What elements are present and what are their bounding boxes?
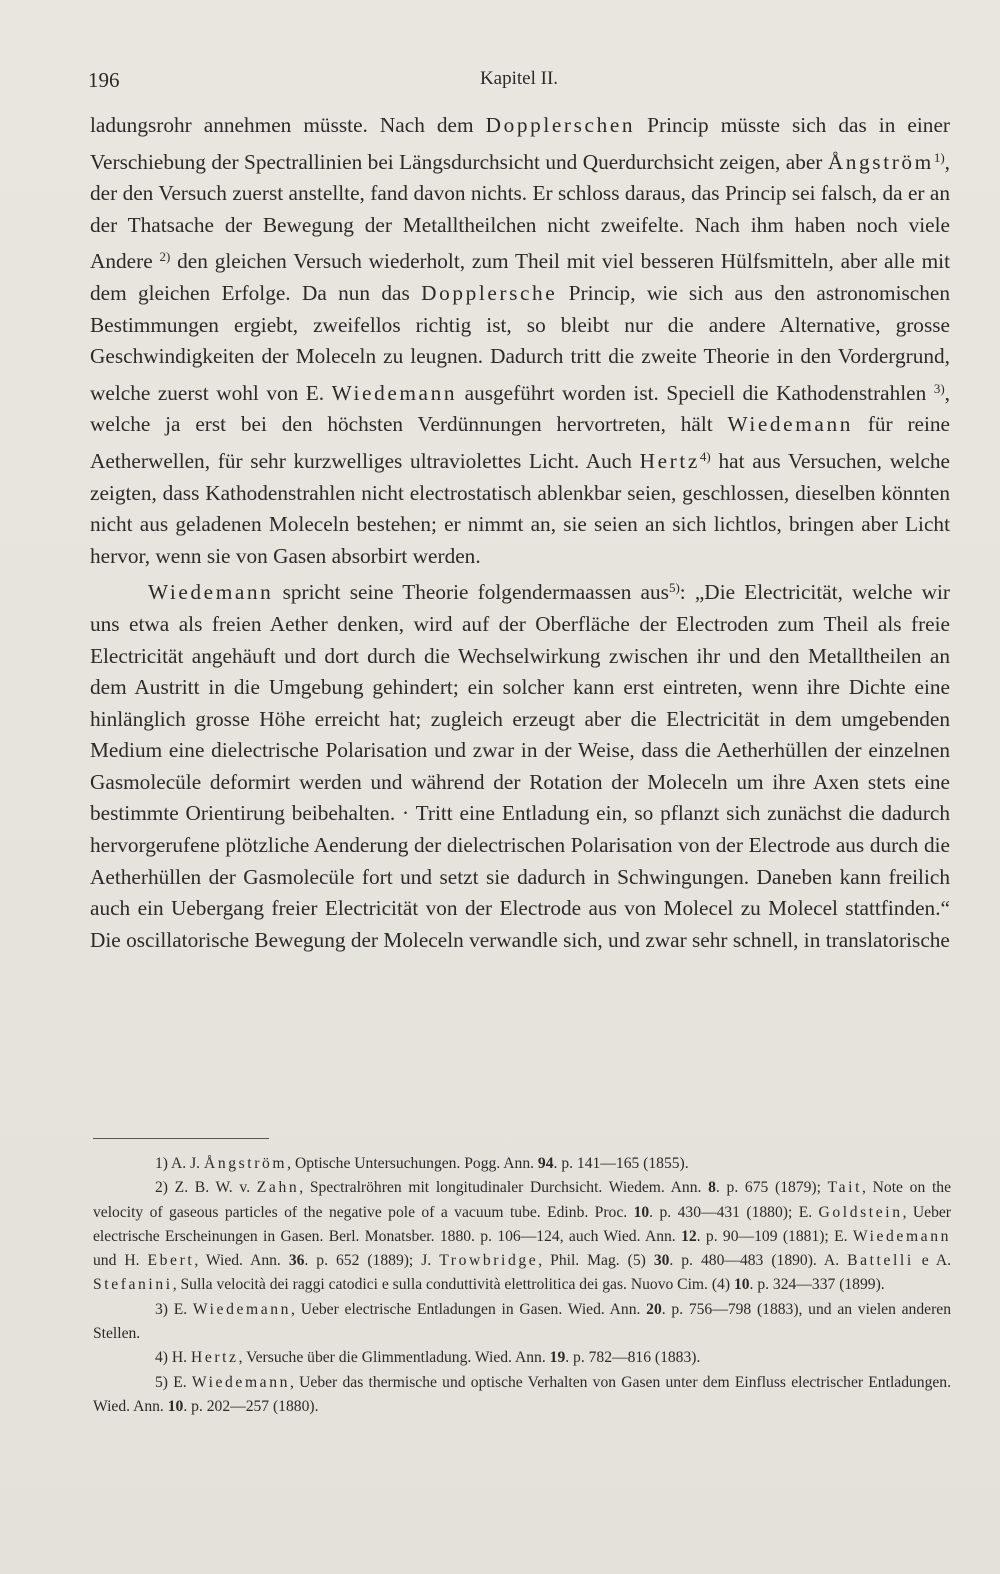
- volume-number: 36: [288, 1252, 305, 1270]
- text-run: den gleichen Versuch wiederholt, zum Theil mit viel besseren Hülfsmitteln, aber alle mit dem gleichen Erfolge. Da nun das: [90, 249, 950, 305]
- footnote: [93, 1346, 951, 1370]
- text-run: hat aus Versuchen, welche zeigten, dass Kathodenstrahlen nicht electrostatisch ablenkbar seien, geschlossen, dieselben könnten nicht aus geladenen Moleceln bestehen; er nimmt an, sie seien an sich lichtlos, bringen aber Licht hervor, wenn sie von Gasen absorbirt werden.: [90, 448, 950, 568]
- spaced-name: Wiedemann: [727, 412, 853, 437]
- text-run: . p. 90—109 (1881); E.: [696, 1227, 853, 1245]
- footnote: [93, 1371, 951, 1420]
- spaced-name: Hertz: [639, 448, 700, 473]
- text-run: e A.: [913, 1252, 952, 1270]
- volume-number: 10: [633, 1203, 650, 1221]
- text-run: , welche ja erst bei den höchsten Verdünnungen hervortreten, hält: [90, 380, 950, 437]
- footnote: [93, 1176, 951, 1297]
- spaced-name: Dopplerschen: [485, 113, 636, 137]
- page-number: 196: [88, 68, 120, 92]
- spaced-name: Ebert: [147, 1252, 195, 1270]
- text-run: und H.: [93, 1252, 148, 1270]
- spaced-name: Trowbridge: [439, 1252, 539, 1270]
- paragraph: [90, 572, 950, 956]
- volume-number: 8: [708, 1179, 716, 1197]
- text-run: . p. 141—165 (1855).: [553, 1155, 689, 1172]
- text-run: Princip müsste sich das in einer Verschiebung der Spectrallinien bei Längsdurchsicht und Querdurchsicht zeigen, aber: [90, 113, 950, 174]
- spaced-name: Ångström: [827, 149, 934, 174]
- text-run: , Note on the velocity of gaseous particles of the negative pole of a vacuum tube. Edinb. Proc.: [93, 1179, 951, 1221]
- text-run: , der den Versuch zuerst anstellte, fand davon nichts. Er schloss daraus, das Princip sei falsch, da er an der Thatsache der Bewegung der Metalltheilchen nicht zweifelte. Nach ihm haben noch viele Andere: [90, 149, 950, 274]
- text-run: ausgeführt worden ist. Speciell die Kathodenstrahlen: [457, 380, 934, 405]
- text-run: , Ueber das thermische und optische Verhalten von Gasen unter dem Einfluss electrischer Entladungen. Wied. Ann.: [93, 1373, 951, 1415]
- volume-number: 20: [646, 1300, 662, 1318]
- volume-number: 19: [549, 1349, 566, 1367]
- spaced-name: Wiedemann: [148, 580, 274, 605]
- text-run: . p. 202—257 (1880).: [183, 1397, 319, 1415]
- text-run: , Optische Untersuchungen. Pogg. Ann.: [287, 1155, 538, 1172]
- running-head: Kapitel II.: [479, 68, 559, 89]
- spaced-name: Goldstein: [818, 1203, 903, 1221]
- main-text: [90, 110, 950, 956]
- text-run: , Wied. Ann.: [194, 1252, 289, 1270]
- text-run: , Spectralröhren mit longitudinaler Durchsicht. Wiedem. Ann.: [299, 1179, 709, 1197]
- spaced-name: Zahn: [256, 1179, 300, 1197]
- text-run: . p. 782—816 (1883).: [565, 1349, 701, 1367]
- page-header: [88, 68, 950, 98]
- text-run: , Versuche über die Glimmentladung. Wied. Ann.: [238, 1349, 550, 1367]
- spaced-name: Hertz: [190, 1349, 239, 1367]
- text-run: 5) E.: [155, 1373, 192, 1391]
- footnote-ref: 5): [668, 580, 680, 596]
- spaced-name: Stefanini: [93, 1276, 173, 1294]
- text-run: , Phil. Mag. (5): [538, 1252, 654, 1270]
- text-run: 2) Z. B. W. v.: [155, 1179, 257, 1197]
- footnote-ref: 1): [933, 149, 945, 165]
- text-run: , Ueber electrische Entladungen in Gasen. Wied. Ann.: [291, 1300, 647, 1318]
- text-run: , Ueber electrische Erscheinungen in Gasen. Berl. Monatsber. 1880. p. 106—124, auch Wied. Ann.: [93, 1203, 952, 1245]
- text-run: : „Die Electricität, welche wir uns etwa als freien Aether denken, wird auf der Oberfläche der Electroden zum Theil als freie Electricität angehäuft und dort durch die Wechselwirkung zwischen ihr und den Metalltheilen an dem Austritt in die Umgebung gehindert; ein solcher kann erst eintreten, wenn ihre Dichte eine hinlänglich grosse Höhe erreicht hat; zugleich erzeugt aber die Electricität in dem umgebenden Medium eine dielectrische Polarisation und zwar in der Weise, dass die Aetherhüllen der einzelnen Gasmolecüle deformirt werden und während der Rotation der Moleceln um ihre Axen stets eine bestimmte Orientirung beibehalten. · Tritt eine Entladung ein, so pflanzt sich zunächst die dadurch hervorgerufene plötzliche Aenderung der dielectrischen Polarisation von der Electrode aus durch die Aetherhüllen der Gasmolecüle fort und setzt sie dadurch in Schwingungen. Daneben kann freilich auch ein Uebergang freier Electricität von der Electrode aus von Molecel zu Molecel stattfinden.“ Die oscillatorische Bewegung der Moleceln verwandle sich, und zwar sehr schnell, in translatorische: [90, 580, 950, 952]
- spaced-name: Ångström: [203, 1155, 288, 1172]
- footnote: [93, 1298, 951, 1347]
- text-run: Princip, wie sich aus den astronomischen Bestimmungen ergiebt, zweifellos richtig ist, so bleibt nur die andere Alternative, grosse Geschwindigkeiten der Moleceln zu leugnen. Dadurch tritt die zweite Theorie in den Vordergrund, welche zuerst wohl von E.: [90, 280, 950, 405]
- text-run: . p. 652 (1889); J.: [304, 1252, 440, 1270]
- spaced-name: Tait: [827, 1179, 863, 1197]
- text-run: , Sulla velocità dei raggi catodici e sulla conduttività elettrolitica dei gas. Nuovo Cim. (4): [172, 1276, 734, 1294]
- volume-number: 10: [733, 1276, 750, 1294]
- spaced-name: Battelli: [847, 1252, 914, 1270]
- text-run: ladungsrohr annehmen müsste. Nach dem: [90, 113, 486, 137]
- footnote: [93, 1152, 951, 1176]
- text-run: spricht seine Theorie folgendermaassen aus: [273, 580, 669, 605]
- text-run: 4) H.: [155, 1349, 191, 1367]
- text-run: 3) E.: [155, 1300, 193, 1318]
- spaced-name: Dopplersche: [421, 280, 558, 305]
- volume-number: 94: [537, 1155, 554, 1172]
- spaced-name: Wiedemann: [192, 1300, 292, 1318]
- paragraph: [90, 110, 950, 572]
- text-run: . p. 756—798 (1883), und an vielen anderen Stellen.: [93, 1300, 951, 1343]
- text-run: . p. 675 (1879);: [715, 1179, 828, 1197]
- footnote-ref: 4): [699, 448, 711, 464]
- text-run: 1) A. J.: [155, 1155, 204, 1172]
- text-run: . p. 480—483 (1890). A.: [669, 1252, 848, 1270]
- footnote-ref: 2): [159, 249, 171, 265]
- text-run: . p. 324—337 (1899).: [749, 1276, 885, 1294]
- footnote-ref: 3): [933, 380, 945, 396]
- footnote-rule: [93, 1138, 269, 1139]
- text-run: . p. 430—431 (1880); E.: [649, 1203, 819, 1221]
- spaced-name: Wiedemann: [191, 1373, 291, 1391]
- spaced-name: Wiedemann: [331, 380, 458, 405]
- footnotes: [93, 1152, 951, 1419]
- volume-number: 12: [681, 1227, 697, 1245]
- text-run: für reine Aetherwellen, für sehr kurzwelliges ultraviolettes Licht. Auch: [90, 412, 951, 473]
- spaced-name: Wiedemann: [852, 1227, 951, 1245]
- volume-number: 30: [653, 1252, 670, 1270]
- volume-number: 10: [167, 1397, 184, 1415]
